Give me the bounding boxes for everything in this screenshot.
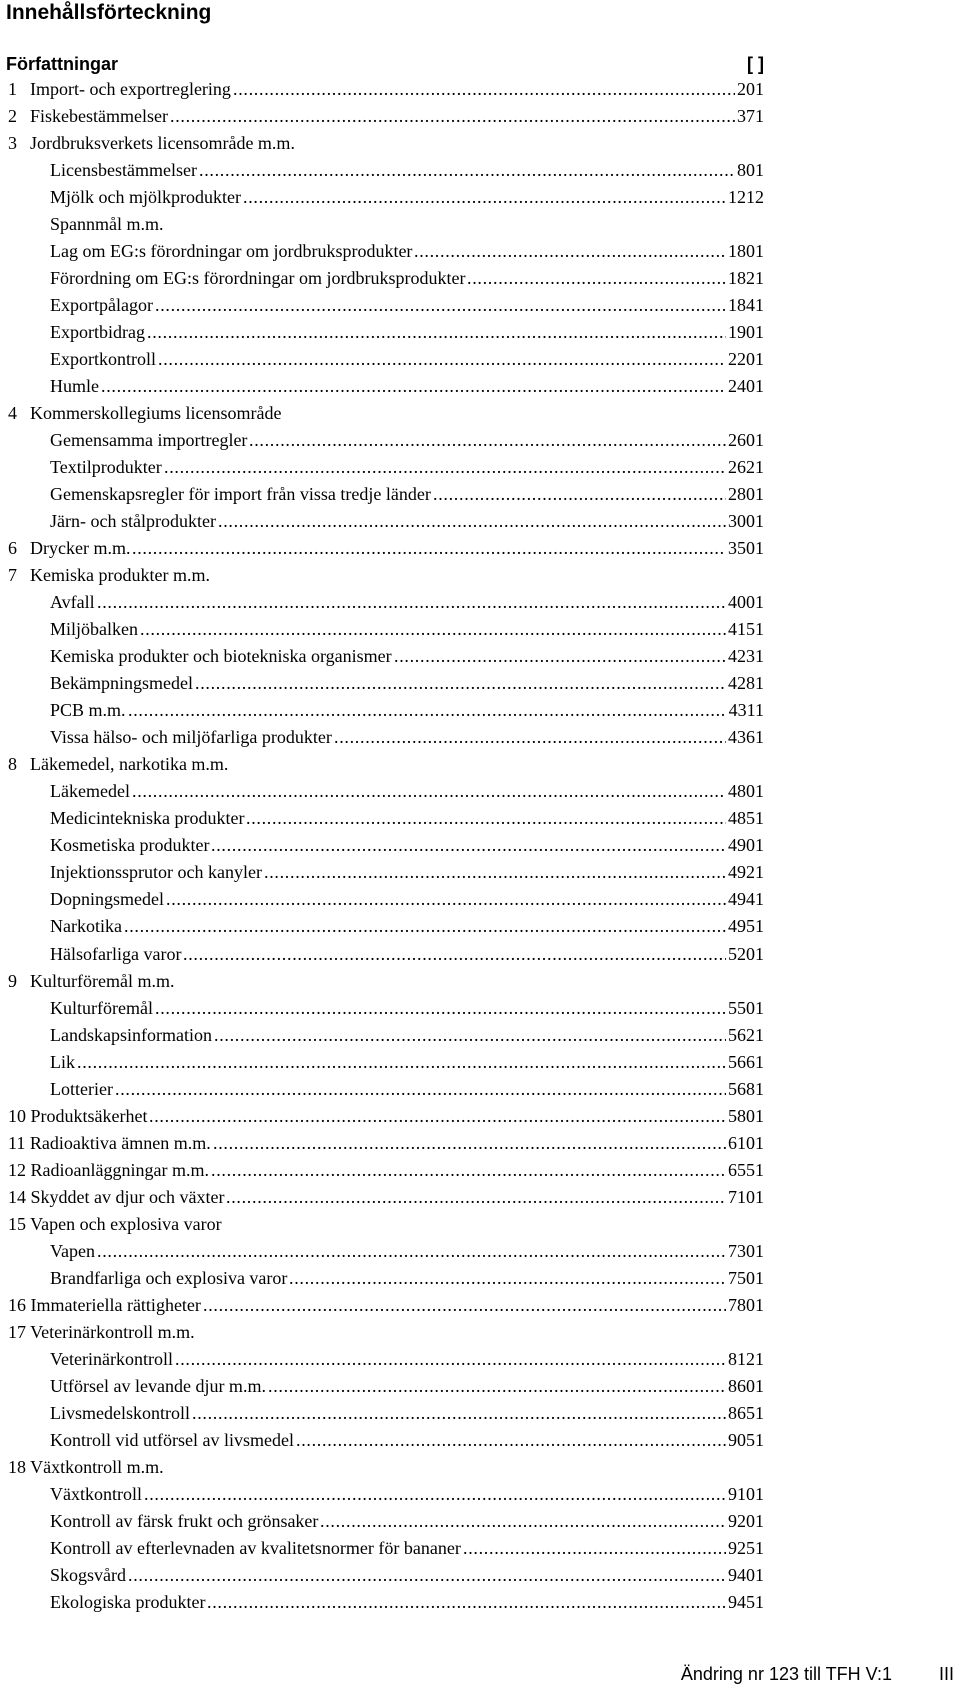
toc-entry <box>0 157 960 184</box>
dot-leader <box>128 1562 726 1589</box>
toc-entry <box>0 832 960 859</box>
toc-entry-page: 2801 <box>726 481 764 508</box>
dot-leader <box>195 670 726 697</box>
dot-leader <box>132 535 726 562</box>
toc-entry-page: 8121 <box>726 1346 764 1373</box>
toc-entry-page: 4851 <box>726 805 764 832</box>
toc-entry-page: 9451 <box>726 1589 764 1616</box>
toc-entry-page: 4921 <box>726 859 764 886</box>
page-number: III <box>938 1664 954 1684</box>
toc-entry <box>0 130 960 157</box>
toc-entry <box>0 670 960 697</box>
dot-leader <box>463 1535 726 1562</box>
toc-entry-page: 9251 <box>726 1535 764 1562</box>
toc-entry-number: 1 <box>8 79 17 99</box>
toc-entry-label: 15 Vapen och explosiva varor <box>8 1211 224 1238</box>
dot-leader <box>144 1481 726 1508</box>
toc-entry <box>0 1508 960 1535</box>
toc-entry-label: Kemiska produkter m.m. <box>30 562 212 589</box>
dot-leader <box>467 265 726 292</box>
dot-leader <box>243 184 726 211</box>
toc-entry-label: Vapen <box>50 1238 97 1265</box>
toc-entry <box>0 1427 960 1454</box>
toc-entry-label: Gemensamma importregler <box>50 427 249 454</box>
dot-leader <box>264 859 726 886</box>
toc-entry-page: 5621 <box>726 1022 764 1049</box>
toc-entry-label: 14 Skyddet av djur och växter <box>8 1184 226 1211</box>
toc-entry-page: 2401 <box>726 373 764 400</box>
toc-entry-page: 371 <box>735 103 764 130</box>
dot-leader <box>166 886 726 913</box>
toc-entry-page: 3001 <box>726 508 764 535</box>
toc-entry-page: 9401 <box>726 1562 764 1589</box>
toc-entry <box>0 427 960 454</box>
toc-entry-label: Exportpålagor <box>50 292 155 319</box>
toc-entry-label: 17 Veterinärkontroll m.m. <box>8 1319 197 1346</box>
toc-entry-page: 2601 <box>726 427 764 454</box>
toc-entry-label: Veterinärkontroll <box>50 1346 175 1373</box>
toc-entry-label: Kemiska produkter och biotekniska organismer <box>50 643 394 670</box>
toc-entry <box>0 805 960 832</box>
toc-entry-page: 1801 <box>726 238 764 265</box>
dot-leader <box>433 481 726 508</box>
toc-entry-label: Brandfarliga och explosiva varor <box>50 1265 289 1292</box>
toc-entry <box>0 1211 960 1238</box>
toc-entry <box>0 616 960 643</box>
toc-entry-label: Narkotika <box>50 913 124 940</box>
dot-leader <box>192 1400 726 1427</box>
toc-entry <box>0 1292 960 1319</box>
toc-entry <box>0 1157 960 1184</box>
dot-leader <box>158 346 726 373</box>
toc-entry-number: 9 <box>8 970 17 991</box>
toc-entry <box>0 1022 960 1049</box>
toc-entry-label: Jordbruksverkets licensområde m.m. <box>30 130 297 157</box>
toc-entry-label: 10 Produktsäkerhet <box>8 1103 149 1130</box>
dot-leader <box>289 1265 726 1292</box>
toc-entry-page: 4281 <box>726 670 764 697</box>
toc-entry <box>0 697 960 724</box>
toc-entry <box>0 481 960 508</box>
dot-leader <box>97 1238 726 1265</box>
dot-leader <box>207 1589 726 1616</box>
toc-entry <box>0 238 960 265</box>
toc-entry-label: Lotterier <box>50 1076 115 1103</box>
toc-entry-label: Förordning om EG:s förordningar om jordbruksprodukter <box>50 265 467 292</box>
toc-entry-page: 801 <box>735 157 764 184</box>
dot-leader <box>226 1184 726 1211</box>
toc-entry-page: 4001 <box>726 589 764 616</box>
toc-entry <box>0 751 960 778</box>
toc-entry <box>0 454 960 481</box>
toc-entry <box>0 508 960 535</box>
toc-entry-page: 7801 <box>726 1292 764 1319</box>
toc-entry-label: Lag om EG:s förordningar om jordbruksprodukter <box>50 238 414 265</box>
toc-entry-page: 9101 <box>726 1481 764 1508</box>
toc-entry <box>0 968 960 995</box>
toc-entry-page: 6101 <box>726 1130 764 1157</box>
dot-leader <box>97 589 726 616</box>
dot-leader <box>115 1076 726 1103</box>
toc-entry-page: 5661 <box>726 1049 764 1076</box>
toc-entry-page: 8601 <box>726 1373 764 1400</box>
dot-leader <box>203 1292 726 1319</box>
toc-entry-label: Skogsvård <box>50 1562 128 1589</box>
toc-entry <box>0 1265 960 1292</box>
toc-entry-label: Exportbidrag <box>50 319 147 346</box>
toc-entry-label: Miljöbalken <box>50 616 140 643</box>
toc-entry-label: 12 Radioanläggningar m.m. <box>8 1157 211 1184</box>
toc-entry-label: Växtkontroll <box>50 1481 144 1508</box>
toc-entry-label: Gemenskapsregler för import från vissa tredje länder <box>50 481 433 508</box>
toc-entry <box>0 859 960 886</box>
toc-entry-page: 2621 <box>726 454 764 481</box>
toc-entry-label: Landskapsinformation <box>50 1022 214 1049</box>
toc-entry-label: Bekämpningsmedel <box>50 670 195 697</box>
toc-entry <box>0 913 960 940</box>
toc-entry-label: Licensbestämmelser <box>50 157 199 184</box>
toc-entry-number: 6 <box>8 538 17 559</box>
dot-leader <box>175 1346 726 1373</box>
toc-entry-page: 4801 <box>726 778 764 805</box>
toc-entry-page: 7301 <box>726 1238 764 1265</box>
dot-leader <box>147 319 726 346</box>
toc-entry-label: 18 Växtkontroll m.m. <box>8 1454 166 1481</box>
toc-entry <box>0 1454 960 1481</box>
toc-entry-page: 5801 <box>726 1103 764 1130</box>
toc-entry-label: Medicintekniska produkter <box>50 805 246 832</box>
toc-entry-page: 5201 <box>726 941 764 968</box>
dot-leader <box>218 508 726 535</box>
toc-entry <box>0 589 960 616</box>
dot-leader <box>320 1508 726 1535</box>
toc-entry <box>0 76 960 103</box>
toc-entry-label: Vissa hälso- och miljöfarliga produkter <box>50 724 334 751</box>
toc-entry-label: Järn- och stålprodukter <box>50 508 218 535</box>
toc-entry-page: 1901 <box>726 319 764 346</box>
toc-entry-label: Utförsel av levande djur m.m. <box>50 1373 268 1400</box>
toc-entry <box>0 184 960 211</box>
toc-entry-label: Läkemedel <box>50 778 132 805</box>
toc-entry-label: Spannmål m.m. <box>50 211 166 238</box>
dot-leader <box>140 616 726 643</box>
toc-entry <box>0 346 960 373</box>
toc-entry-number: 8 <box>8 754 17 775</box>
toc-entry <box>0 211 960 238</box>
toc-entry-label: Kosmetiska produkter <box>50 832 211 859</box>
toc-entry <box>0 1481 960 1508</box>
toc-entry-page: 2201 <box>726 346 764 373</box>
toc-entry <box>0 1049 960 1076</box>
toc-entry-page: 7501 <box>726 1265 764 1292</box>
toc-entry-page: 1212 <box>726 184 764 211</box>
toc-entry-label: PCB m.m. <box>50 697 128 724</box>
toc-entry-label: Drycker m.m. <box>30 535 132 562</box>
toc-entry <box>0 1535 960 1562</box>
toc-entry <box>0 562 960 589</box>
dot-leader <box>77 1049 726 1076</box>
toc-entry-label: Kontroll av efterlevnaden av kvalitetsnormer för bananer <box>50 1535 463 1562</box>
dot-leader <box>296 1427 726 1454</box>
dot-leader <box>155 995 726 1022</box>
toc-entry-label: Kontroll vid utförsel av livsmedel <box>50 1427 296 1454</box>
toc-entry-page: 9051 <box>726 1427 764 1454</box>
toc-entry-label: Textilprodukter <box>50 454 164 481</box>
toc-entry-label: Exportkontroll <box>50 346 158 373</box>
toc-entry <box>0 400 960 427</box>
toc-entry <box>0 292 960 319</box>
dot-leader <box>414 238 726 265</box>
dot-leader <box>211 832 726 859</box>
toc-entry <box>0 1400 960 1427</box>
toc-entry-label: Mjölk och mjölkprodukter <box>50 184 243 211</box>
dot-leader <box>132 778 726 805</box>
section-heading <box>6 52 764 76</box>
toc-entry-page: 3501 <box>726 535 764 562</box>
toc-entry-label: 11 Radioaktiva ämnen m.m. <box>8 1130 213 1157</box>
toc-entry <box>0 995 960 1022</box>
dot-leader <box>183 941 726 968</box>
dot-leader <box>246 805 726 832</box>
toc-entry <box>0 265 960 292</box>
toc-entry-page: 4941 <box>726 886 764 913</box>
dot-leader <box>268 1373 726 1400</box>
toc-entry-number: 4 <box>8 403 17 424</box>
toc-entry-label: Kulturföremål <box>50 995 155 1022</box>
dot-leader <box>164 454 726 481</box>
toc-entry-label: Kontroll av färsk frukt och grönsaker <box>50 1508 320 1535</box>
toc-entry <box>0 373 960 400</box>
toc-entry <box>0 535 960 562</box>
toc-entry <box>0 1076 960 1103</box>
toc-entry-label: Injektionssprutor och kanyler <box>50 859 264 886</box>
toc-entry-page: 4151 <box>726 616 764 643</box>
toc-entry <box>0 1319 960 1346</box>
toc-entry-label: Ekologiska produkter <box>50 1589 207 1616</box>
toc-entry-label: Kulturföremål m.m. <box>30 968 176 995</box>
toc-entry-label: 16 Immateriella rättigheter <box>8 1292 203 1319</box>
dot-leader <box>211 1157 726 1184</box>
dot-leader <box>214 1022 726 1049</box>
toc-entry-label: Dopningsmedel <box>50 886 166 913</box>
toc-entry-page: 1841 <box>726 292 764 319</box>
toc-entry <box>0 643 960 670</box>
dot-leader <box>101 373 726 400</box>
dot-leader <box>249 427 726 454</box>
toc-entry-number: 3 <box>8 133 17 154</box>
section-label: Författningar <box>6 54 118 74</box>
toc-entry-page: 4951 <box>726 913 764 940</box>
toc-entry-page: 9201 <box>726 1508 764 1535</box>
toc-entry <box>0 103 960 130</box>
toc-entry <box>0 724 960 751</box>
toc-entry <box>0 1184 960 1211</box>
toc-entry-page: 201 <box>735 76 764 103</box>
toc-entry-page: 1821 <box>726 265 764 292</box>
toc-entry-label: Kommerskollegiums licensområde <box>30 400 283 427</box>
toc-entry-label: Lik <box>50 1049 77 1076</box>
toc-entry <box>0 886 960 913</box>
toc-entry-label: Humle <box>50 373 101 400</box>
toc-entry-label: Läkemedel, narkotika m.m. <box>30 751 230 778</box>
toc-entry-page: 8651 <box>726 1400 764 1427</box>
dot-leader <box>199 157 735 184</box>
toc-entry-label: Hälsofarliga varor <box>50 941 183 968</box>
toc-list <box>0 76 960 1616</box>
toc-entry-page: 7101 <box>726 1184 764 1211</box>
section-mark: [ ] <box>747 54 764 74</box>
toc-entry <box>0 1589 960 1616</box>
dot-leader <box>233 76 735 103</box>
toc-entry-page: 4231 <box>726 643 764 670</box>
dot-leader <box>213 1130 726 1157</box>
toc-entry <box>0 1346 960 1373</box>
toc-entry-page: 6551 <box>726 1157 764 1184</box>
dot-leader <box>170 103 735 130</box>
toc-entry <box>0 778 960 805</box>
toc-entry <box>0 941 960 968</box>
toc-entry-page: 5501 <box>726 995 764 1022</box>
toc-entry <box>0 1130 960 1157</box>
toc-entry-page: 4361 <box>726 724 764 751</box>
dot-leader <box>155 292 726 319</box>
toc-entry <box>0 1562 960 1589</box>
toc-entry <box>0 1103 960 1130</box>
toc-entry-page: 4311 <box>727 697 764 724</box>
amendment-note: Ändring nr 123 till TFH V:1 <box>680 1664 892 1684</box>
dot-leader <box>394 643 726 670</box>
toc-entry <box>0 1373 960 1400</box>
dot-leader <box>149 1103 726 1130</box>
toc-entry <box>0 319 960 346</box>
toc-entry-page: 4901 <box>726 832 764 859</box>
toc-entry-number: 7 <box>8 565 17 586</box>
dot-leader <box>334 724 726 751</box>
toc-entry-label: Avfall <box>50 589 97 616</box>
toc-entry-label: Fiskebestämmelser <box>30 103 170 130</box>
toc-entry-label: Import- och exportreglering <box>30 76 233 103</box>
toc-entry-label: Livsmedelskontroll <box>50 1400 192 1427</box>
dot-leader <box>124 913 726 940</box>
toc-entry-page: 5681 <box>726 1076 764 1103</box>
page-title: Innehållsförteckning <box>6 1 212 24</box>
dot-leader <box>128 697 727 724</box>
toc-entry <box>0 1238 960 1265</box>
toc-entry-number: 2 <box>8 106 17 127</box>
